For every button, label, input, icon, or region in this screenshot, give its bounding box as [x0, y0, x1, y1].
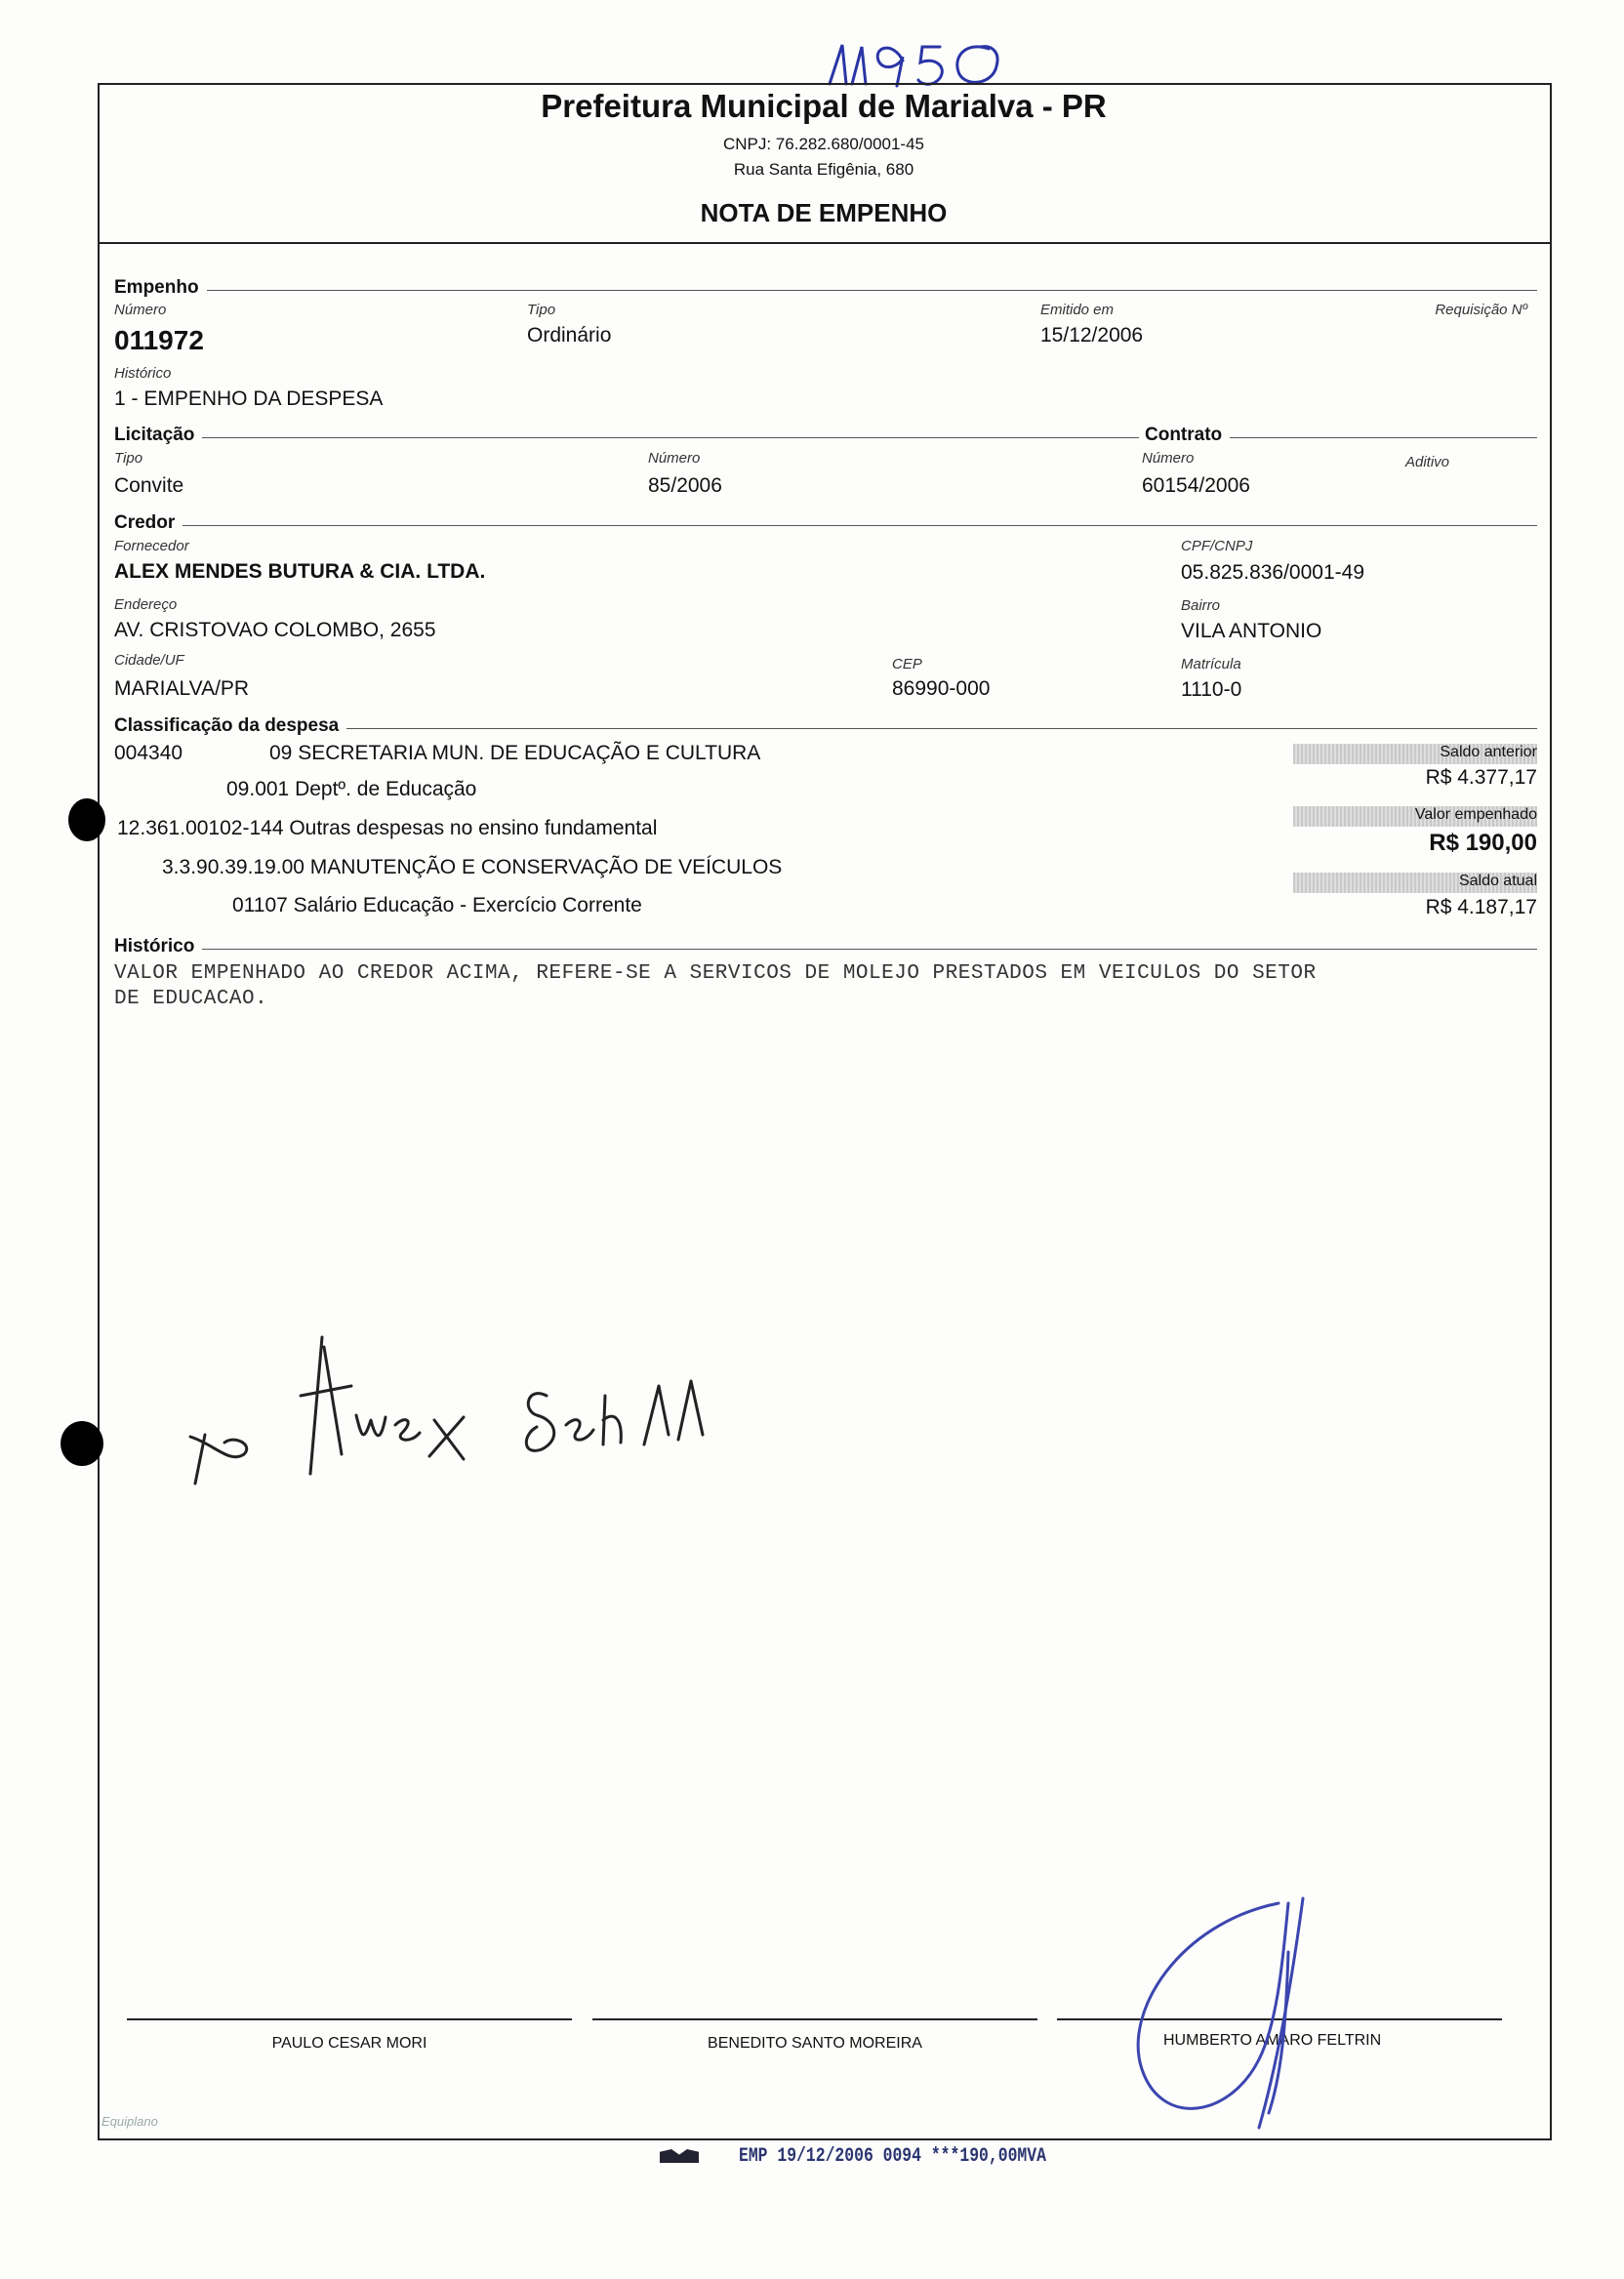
- fornecedor-cidade: MARIALVA/PR: [114, 677, 250, 700]
- cep-label: CEP: [892, 656, 922, 672]
- header-divider: [98, 242, 1550, 244]
- emitido-date: 15/12/2006: [1040, 324, 1144, 346]
- emitido-label: Emitido em: [1040, 302, 1115, 318]
- credor-section-title: Credor: [114, 512, 183, 534]
- historico-line-2: DE EDUCACAO.: [114, 988, 268, 1010]
- cnpj-label: CPF/CNPJ: [1181, 538, 1253, 554]
- licitacao-numero: 85/2006: [648, 474, 722, 497]
- document-title: NOTA DE EMPENHO: [700, 198, 948, 227]
- historico-line-1: VALOR EMPENHADO AO CREDOR ACIMA, REFERE-SE A SERVICOS DE MOLEJO PRESTADOS EM VEICULOS DO SETOR: [114, 962, 1317, 985]
- saldo-atual-value: R$ 4.187,17: [1425, 896, 1537, 918]
- licitacao-numero-label: Número: [648, 450, 701, 467]
- classificacao-code: 004340: [114, 742, 183, 764]
- classificacao-programa: 12.361.00102-144 Outras despesas no ensino fundamental: [117, 817, 658, 839]
- signature-line-2: [592, 2018, 1037, 2020]
- classificacao-fonte: 01107 Salário Educação - Exercício Corrente: [232, 894, 642, 916]
- classificacao-elemento: 3.3.90.39.19.00 MANUTENÇÃO E CONSERVAÇÃO DE VEÍCULOS: [162, 856, 783, 878]
- footer-brand: Equiplano: [102, 2114, 158, 2129]
- saldo-atual-label: Saldo atual: [1293, 873, 1537, 893]
- mechanical-stamp: EMP 19/12/2006 0094 ***190,00MVA: [739, 2145, 1046, 2168]
- contrato-numero: 60154/2006: [1142, 474, 1250, 497]
- historico-rule: [114, 949, 1537, 950]
- historico-label: Histórico: [114, 365, 172, 382]
- handwritten-signature-blue: [1122, 1893, 1376, 2147]
- signatory-1: PAULO CESAR MORI: [271, 2035, 427, 2052]
- empenho-historico: 1 - EMPENHO DA DESPESA: [114, 387, 384, 410]
- aditivo-label: Aditivo: [1405, 454, 1450, 470]
- requisicao-label: Requisição Nº: [1435, 302, 1527, 318]
- fornecedor-endereco: AV. CRISTOVAO COLOMBO, 2655: [114, 619, 436, 641]
- cidade-label: Cidade/UF: [114, 652, 184, 669]
- licitacao-tipo-label: Tipo: [114, 450, 143, 467]
- signature-line-1: [127, 2018, 572, 2020]
- signatory-3: HUMBERTO AMARO FELTRIN: [1163, 2032, 1382, 2049]
- credor-rule: [114, 525, 1537, 526]
- classificacao-section-title: Classificação da despesa: [114, 715, 346, 737]
- empenho-section-title: Empenho: [114, 277, 207, 299]
- contrato-numero-label: Número: [1142, 450, 1195, 467]
- municipality-title: Prefeitura Municipal de Marialva - PR: [541, 88, 1107, 124]
- empenho-tipo: Ordinário: [527, 324, 612, 346]
- punch-hole-bottom: [61, 1421, 103, 1466]
- cnpj-header: CNPJ: 76.282.680/0001-45: [722, 135, 925, 153]
- empenho-rule: [114, 290, 1537, 291]
- handwritten-signature-credor: [185, 1327, 751, 1493]
- licitacao-tipo: Convite: [114, 474, 184, 497]
- contrato-section-title: Contrato: [1139, 425, 1230, 446]
- header-address: Rua Santa Efigênia, 680: [733, 160, 914, 179]
- empenho-numero: 011972: [114, 325, 204, 355]
- historico-section-title: Histórico: [114, 936, 202, 957]
- fornecedor-matricula: 1110-0: [1181, 678, 1242, 701]
- fornecedor-label: Fornecedor: [114, 538, 189, 554]
- licitacao-rule: [114, 437, 1537, 438]
- fornecedor-cnpj: 05.825.836/0001-49: [1181, 561, 1365, 584]
- empenho-numero-label: Número: [114, 302, 167, 318]
- punch-hole-top: [68, 798, 105, 841]
- valor-empenhado-label: Valor empenhado: [1293, 806, 1537, 827]
- fornecedor-bairro: VILA ANTONIO: [1181, 620, 1322, 642]
- stamp-logo-icon: [660, 2149, 699, 2163]
- saldo-anterior-value: R$ 4.377,17: [1425, 766, 1537, 789]
- signatory-2: BENEDITO SANTO MOREIRA: [708, 2035, 922, 2052]
- classificacao-departamento: 09.001 Deptº. de Educação: [226, 778, 477, 800]
- licitacao-section-title: Licitação: [114, 425, 202, 446]
- endereco-label: Endereço: [114, 596, 178, 613]
- classificacao-secretaria: 09 SECRETARIA MUN. DE EDUCAÇÃO E CULTURA: [269, 742, 761, 764]
- fornecedor-name: ALEX MENDES BUTURA & CIA. LTDA.: [114, 560, 486, 583]
- saldo-anterior-label: Saldo anterior: [1293, 744, 1537, 764]
- bairro-label: Bairro: [1181, 597, 1221, 614]
- empenho-tipo-label: Tipo: [527, 302, 556, 318]
- fornecedor-cep: 86990-000: [892, 677, 991, 700]
- valor-empenhado-value: R$ 190,00: [1429, 830, 1537, 856]
- matricula-label: Matrícula: [1181, 656, 1241, 672]
